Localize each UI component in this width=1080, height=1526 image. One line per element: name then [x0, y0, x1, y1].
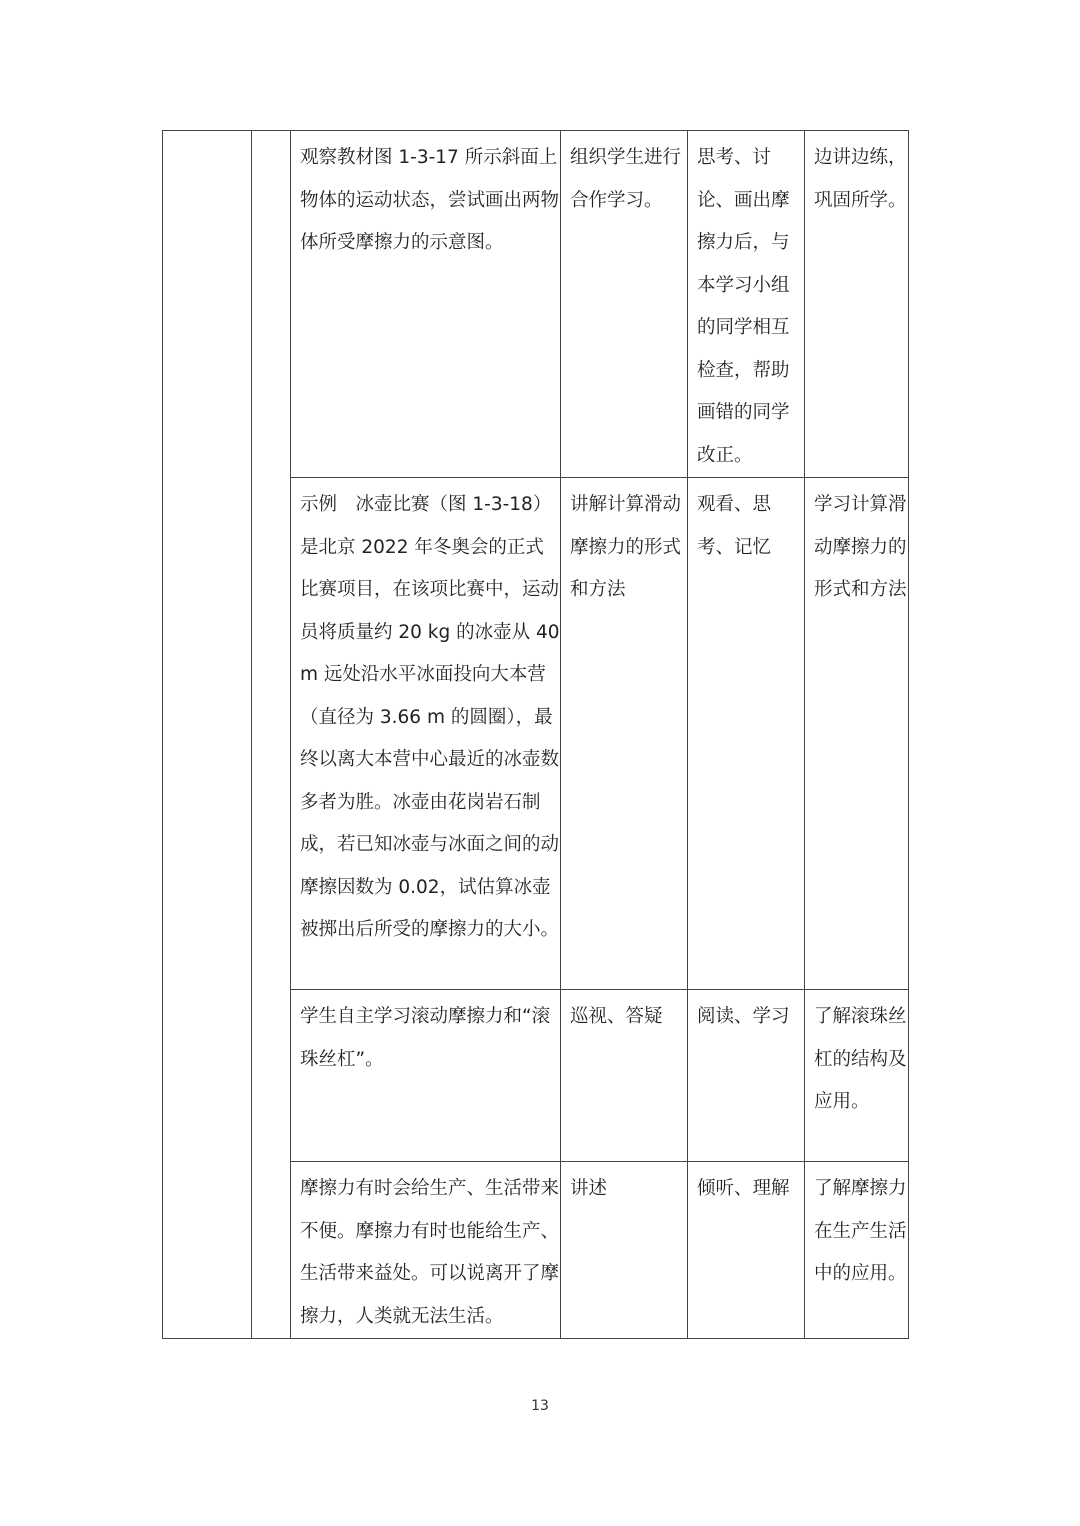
page-number: 13: [531, 1398, 549, 1414]
content-cell: 示例 冰壶比赛（图 1-3-18）是北京 2022 年冬奥会的正式比赛项目，在该项比赛中，运动员将质量约 20 kg 的冰壶从 40 m 远处沿水平冰面投向大本营（直径为 3.66 m 的圆圈），最终以离大本营中心最近的冰壶数多者为胜。冰壶由花岗岩石制成，若已知冰壶与冰面之间的动摩擦因数为 0.02，试估算冰壶被掷出后所受的摩擦力的大小。: [291, 478, 561, 990]
student-activity-cell: 阅读、学习: [688, 990, 805, 1162]
stage-cell: [163, 131, 252, 1339]
teacher-activity-cell: 组织学生进行合作学习。: [561, 131, 688, 478]
content-cell: 摩擦力有时会给生产、生活带来不便。摩擦力有时也能给生产、生活带来益处。可以说离开了摩擦力，人类就无法生活。: [291, 1162, 561, 1339]
design-intent-cell: 学习计算滑动摩擦力的形式和方法: [805, 478, 909, 990]
design-intent-cell: 边讲边练，巩固所学。: [805, 131, 909, 478]
table-row: [163, 131, 909, 478]
student-activity-cell: 思考、讨论、画出摩擦力后，与本学习小组的同学相互检查，帮助画错的同学改正。: [688, 131, 805, 478]
teacher-activity-cell: 讲述: [561, 1162, 688, 1339]
design-intent-cell: 了解滚珠丝杠的结构及应用。: [805, 990, 909, 1162]
student-activity-cell: 倾听、理解: [688, 1162, 805, 1339]
teacher-activity-cell: 讲解计算滑动摩擦力的形式和方法: [561, 478, 688, 990]
teacher-activity-cell: 巡视、答疑: [561, 990, 688, 1162]
student-activity-cell: 观看、思考、记忆: [688, 478, 805, 990]
content-cell: 观察教材图 1-3-17 所示斜面上物体的运动状态，尝试画出两物体所受摩擦力的示意图。: [291, 131, 561, 478]
time-cell: [252, 131, 291, 1339]
lesson-plan-table: [162, 130, 909, 1339]
design-intent-cell: 了解摩擦力在生产生活中的应用。: [805, 1162, 909, 1339]
content-cell: 学生自主学习滚动摩擦力和“滚珠丝杠”。: [291, 990, 561, 1162]
